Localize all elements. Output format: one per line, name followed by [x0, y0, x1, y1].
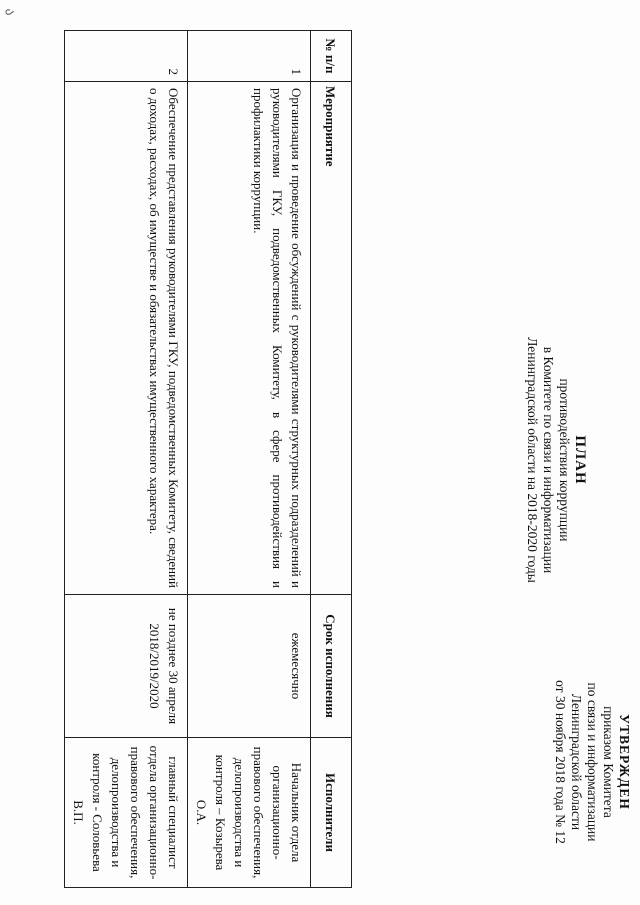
row-executors: Начальник отдела организационно-правового обеспечения, делопроизводства и контроля – Козырева О.А. — [188, 738, 311, 888]
table-row — [188, 31, 311, 888]
header-executors: Исполнители — [311, 738, 352, 888]
plan-table — [64, 30, 352, 888]
table-header-row — [311, 31, 352, 888]
plan-heading: ПЛАН — [572, 435, 588, 485]
approval-line: от 30 ноября 2018 года № 12 — [553, 680, 568, 844]
header-action: Мероприятие — [311, 82, 352, 595]
handwritten-page-mark: ა — [1, 8, 18, 16]
header-term: Срок исполнения — [311, 595, 352, 738]
title-line: Ленинградской области на 2018-2020 годы — [525, 337, 540, 583]
row-term: не позднее 30 апреля 2018/2019/2020 — [65, 595, 188, 738]
row-term: ежемесячно — [188, 595, 311, 738]
approval-line: приказом Комитета — [601, 706, 616, 818]
row-executors: главный специалист отдела организационно-правового обеспечения, делопроизводства и контроля - Соловьева В.П. — [65, 738, 188, 888]
row-action: Обеспечение представления руководителями ГКУ, подведомственных Комитету, сведений о доходах, расходах, об имуществе и обязательствах имущественного характера. — [65, 82, 188, 595]
table-row — [65, 31, 188, 888]
row-num: 1 — [188, 31, 311, 82]
title-line: в Комитете по связи и информатизации — [541, 346, 556, 574]
header-num: № п/п — [311, 31, 352, 82]
approval-block — [552, 637, 632, 887]
row-action: Организация и проведение обсуждений с руководителями структурных подразделений и руководителями ГКУ, подведомственных Комитету, в сфере противодействия и профилактики коррупции. — [188, 82, 311, 595]
approval-line: по связи и информатизации — [585, 682, 600, 842]
row-num: 2 — [65, 31, 188, 82]
approval-line: Ленинградской области — [569, 693, 584, 831]
document-title — [524, 280, 588, 640]
title-line: противодействия коррупции — [557, 378, 572, 542]
approval-heading: УТВЕРЖДЕН — [617, 714, 632, 810]
